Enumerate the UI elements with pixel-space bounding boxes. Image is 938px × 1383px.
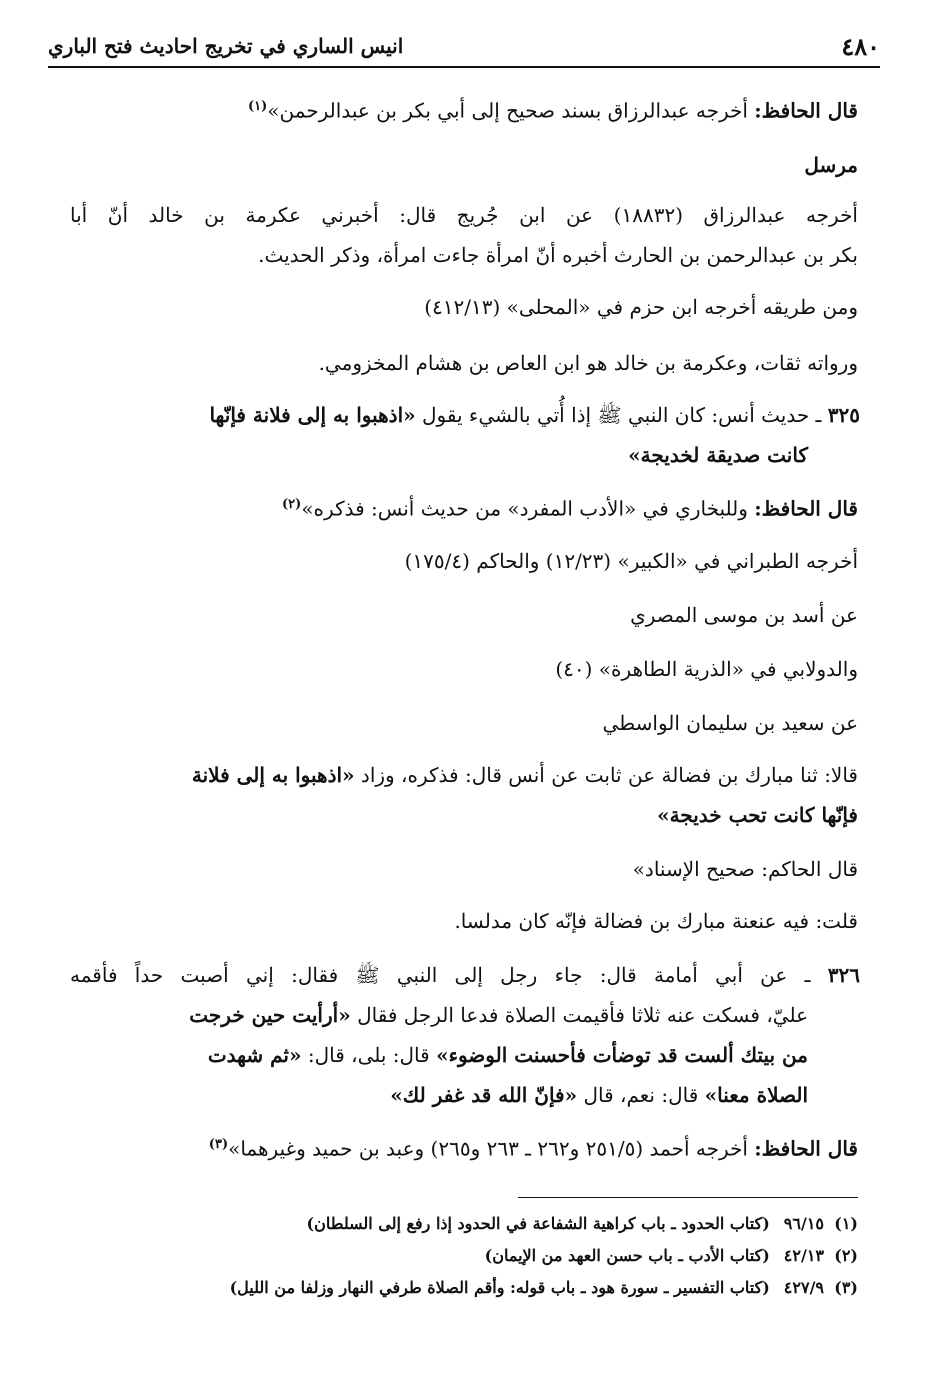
footnote-text: (كتاب الحدود ـ باب كراهية الشفاعة في الحدود إذا رفع إلى السلطان) bbox=[306, 1214, 770, 1233]
paragraph-line bbox=[60, 92, 858, 126]
hadith-326 bbox=[70, 960, 860, 990]
line-text: وللبخاري في «الأدب المفرد» من حديث أنس: فذكره» bbox=[301, 496, 748, 521]
line-text: ـ عن أبي أمامة قال: جاء رجل إلى النبي ﷺ فقال: إني أصبت حداً فأقمه bbox=[70, 963, 811, 987]
line-text: ـ حديث أنس: كان النبي ﷺ إذا أُتي بالشيء يقول bbox=[422, 403, 822, 427]
footnote-ref: (١) bbox=[247, 99, 268, 114]
hadith-quote: «اذهبوا به إلى فلانة فإنّها bbox=[209, 403, 416, 427]
footnote-text: (كتاب الأدب ـ باب حسن العهد من الإيمان) bbox=[484, 1246, 770, 1265]
hadith-325 bbox=[60, 400, 860, 430]
line-text: عليّ، فسكت عنه ثلاثا فأقيمت الصلاة فدعا الرجل فقال bbox=[357, 1003, 808, 1027]
footnote-ref-number: ٤٢٧/٩ bbox=[783, 1278, 824, 1297]
paragraph-line: ومن طريقه أخرجه ابن حزم في «المحلى» (٤١٢/١٣) bbox=[424, 295, 858, 319]
hadith-quote: كانت صديقة لخديجة» bbox=[628, 443, 808, 467]
paragraph-line: ورواته ثقات، وعكرمة بن خالد هو ابن العاص بن هشام المخزومي. bbox=[318, 351, 858, 375]
paragraph-line: أخرجه عبدالرزاق (١٨٨٣٢) عن ابن جُريج قال: أخبرني عكرمة بن خالد أنّ أبا bbox=[70, 203, 858, 227]
footnote bbox=[120, 1244, 858, 1268]
footnote-ref-number: ٤٢/١٣ bbox=[783, 1246, 824, 1265]
speaker-label: قال الحافظ: bbox=[754, 98, 858, 123]
paragraph-line bbox=[60, 490, 858, 524]
hadith-number: ٣٢٦ bbox=[827, 963, 861, 987]
footnote-ref: (٣) bbox=[208, 1137, 229, 1152]
speaker-label: قال الحافظ: bbox=[754, 496, 858, 521]
line-text: أخرجه عبدالرزاق بسند صحيح إلى أبي بكر بن عبدالرحمن» bbox=[267, 98, 748, 123]
footnote-mark: (١) bbox=[834, 1214, 858, 1233]
speaker-label: قال الحافظ: bbox=[754, 1136, 858, 1161]
paragraph-line: قال الحاكم: صحيح الإسناد» bbox=[632, 857, 858, 881]
hadith-number: ٣٢٥ bbox=[827, 403, 860, 427]
paragraph-line: بكر بن عبدالرحمن بن الحارث أخبره أنّ امرأة جاءت امرأة، وذكر الحديث. bbox=[258, 243, 858, 267]
hadith-quote: من بيتك ألست قد توضأت فأحسنت الوضوء» bbox=[436, 1043, 808, 1067]
hadith-quote: الصلاة معنا» bbox=[704, 1083, 808, 1107]
line-text: قال: نعم، قال bbox=[583, 1083, 699, 1107]
footnote-ref-number: ٩٦/١٥ bbox=[783, 1214, 824, 1233]
footnote bbox=[120, 1276, 858, 1300]
paragraph-line bbox=[60, 760, 858, 790]
hadith-quote: «فإنّ الله قد غفر لك» bbox=[390, 1083, 578, 1107]
line-text: فيه عنعنة مبارك بن فضالة فإنّه كان مدلسا. bbox=[454, 909, 810, 933]
paragraph-line: عن أسد بن موسى المصري bbox=[630, 603, 858, 627]
paragraph-line: والدولابي في «الذرية الطاهرة» (٤٠) bbox=[555, 657, 858, 681]
paragraph-line: أخرجه الطبراني في «الكبير» (١٢/٢٣) والحاكم (١٧٥/٤) bbox=[404, 549, 858, 573]
hadith-quote: «ثم شهدت bbox=[207, 1043, 302, 1067]
line-text: أخرجه أحمد (٢٥١/٥ و٢٦٢ ـ ٢٦٣ و٢٦٥) وعبد بن حميد وغيرهما» bbox=[228, 1136, 748, 1161]
footnote-divider bbox=[518, 1197, 858, 1198]
running-title: انيس الساري في تخريج احاديث فتح الباري bbox=[48, 34, 404, 58]
footnote-text: (كتاب التفسير ـ سورة هود ـ باب قوله: وأقم الصلاة طرفي النهار وزلفا من الليل) bbox=[229, 1278, 770, 1297]
footnote bbox=[120, 1212, 858, 1236]
paragraph-line bbox=[60, 1000, 808, 1030]
paragraph-line: عن سعيد بن سليمان الواسطي bbox=[602, 711, 858, 735]
hadith-quote: فإنّها كانت تحب خديجة» bbox=[657, 803, 858, 827]
paragraph-line bbox=[60, 1080, 808, 1110]
hadith-quote: «اذهبوا به إلى فلانة bbox=[191, 763, 355, 787]
paragraph-line bbox=[60, 1040, 808, 1070]
footnote-ref: (٢) bbox=[282, 497, 302, 512]
footnote-mark: (٣) bbox=[834, 1278, 858, 1297]
line-text: قالا: ثنا مبارك بن فضالة عن ثابت عن أنس قال: فذكره، وزاد bbox=[360, 763, 858, 787]
paragraph-line bbox=[60, 1130, 858, 1164]
line-text: قال: بلى، قال: bbox=[307, 1043, 430, 1067]
speaker-label: قلت: bbox=[815, 909, 858, 933]
page-header bbox=[48, 30, 880, 68]
hadith-quote: «أرأيت حين خرجت bbox=[189, 1003, 351, 1027]
section-heading: مرسل bbox=[804, 153, 858, 177]
page-number: ٤٨٠ bbox=[841, 32, 880, 61]
paragraph-line bbox=[60, 906, 858, 936]
footnote-mark: (٢) bbox=[834, 1246, 858, 1265]
